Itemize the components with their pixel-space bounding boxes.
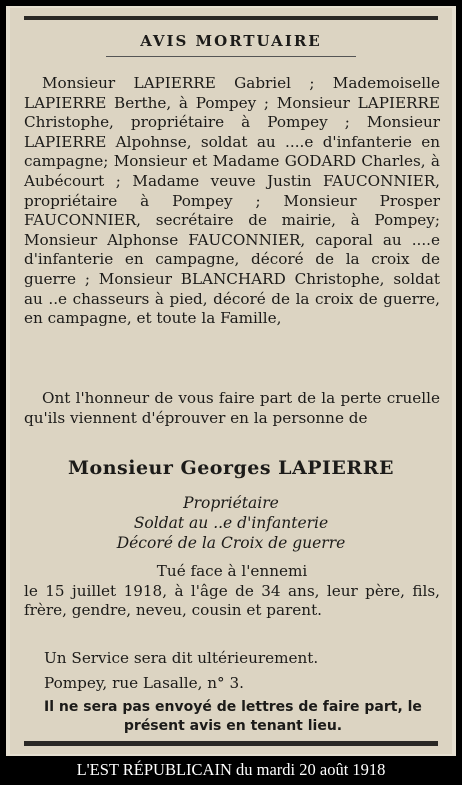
death-details — [24, 562, 440, 621]
bottom-rule — [24, 741, 438, 746]
deceased-role-soldier: Soldat au ..e d'infanterie — [133, 514, 329, 532]
notice-title: AVIS MORTUAIRE — [140, 32, 322, 50]
killed-in-action-line: Tué face à l'ennemi — [156, 562, 308, 580]
deceased-name: Monsieur Georges LAPIERRE — [68, 457, 394, 479]
source-caption: L'EST RÉPUBLICAIN du mardi 20 août 1918 — [76, 760, 386, 779]
no-letters-notice: Il ne sera pas envoyé de lettres de faire part, le présent avis en tenant lieu. — [44, 699, 422, 734]
title-underline — [106, 56, 356, 57]
deceased-role-owner: Propriétaire — [183, 494, 279, 512]
service-line: Un Service sera dit ultérieurement. — [44, 649, 319, 667]
family-list-paragraph: Monsieur LAPIERRE Gabriel ; Mademoiselle LAPIERRE Berthe, à Pompey ; Monsieur LAPIERRE Christophe, propriétaire à Pompey ; Monsieur LAPIERRE Alpohnse, soldat au ....e d'infanterie en campagne; Monsieur et Madame GODARD Charles, à Aubécourt ; Madame veuve Justin FAUCONNIER, propriétaire à Pompey ; Monsieur Prosper FAUCONNIER, secrétaire de mairie, à Pompey; Monsieur Alphonse FAUCONNIER, caporal au ....e d'infanterie en campagne, décoré de la croix de guerre ; Monsieur BLANCHARD Christophe, soldat au ..e chasseurs à pied, décoré de la croix de guerre, en campagne, et toute la Famille, — [24, 74, 440, 328]
paper-background — [10, 8, 452, 754]
top-rule — [24, 16, 438, 20]
newspaper-clipping — [6, 6, 456, 756]
address-line: Pompey, rue Lasalle, n° 3. — [44, 674, 244, 692]
announcement-paragraph: Ont l'honneur de vous faire part de la perte cruelle qu'ils viennent d'éprouver en la personne de — [24, 389, 440, 427]
death-date-paragraph: le 15 juillet 1918, à l'âge de 34 ans, leur père, fils, frère, gendre, neveu, cousin et parent. — [24, 581, 440, 620]
deceased-decoration: Décoré de la Croix de guerre — [116, 534, 346, 552]
